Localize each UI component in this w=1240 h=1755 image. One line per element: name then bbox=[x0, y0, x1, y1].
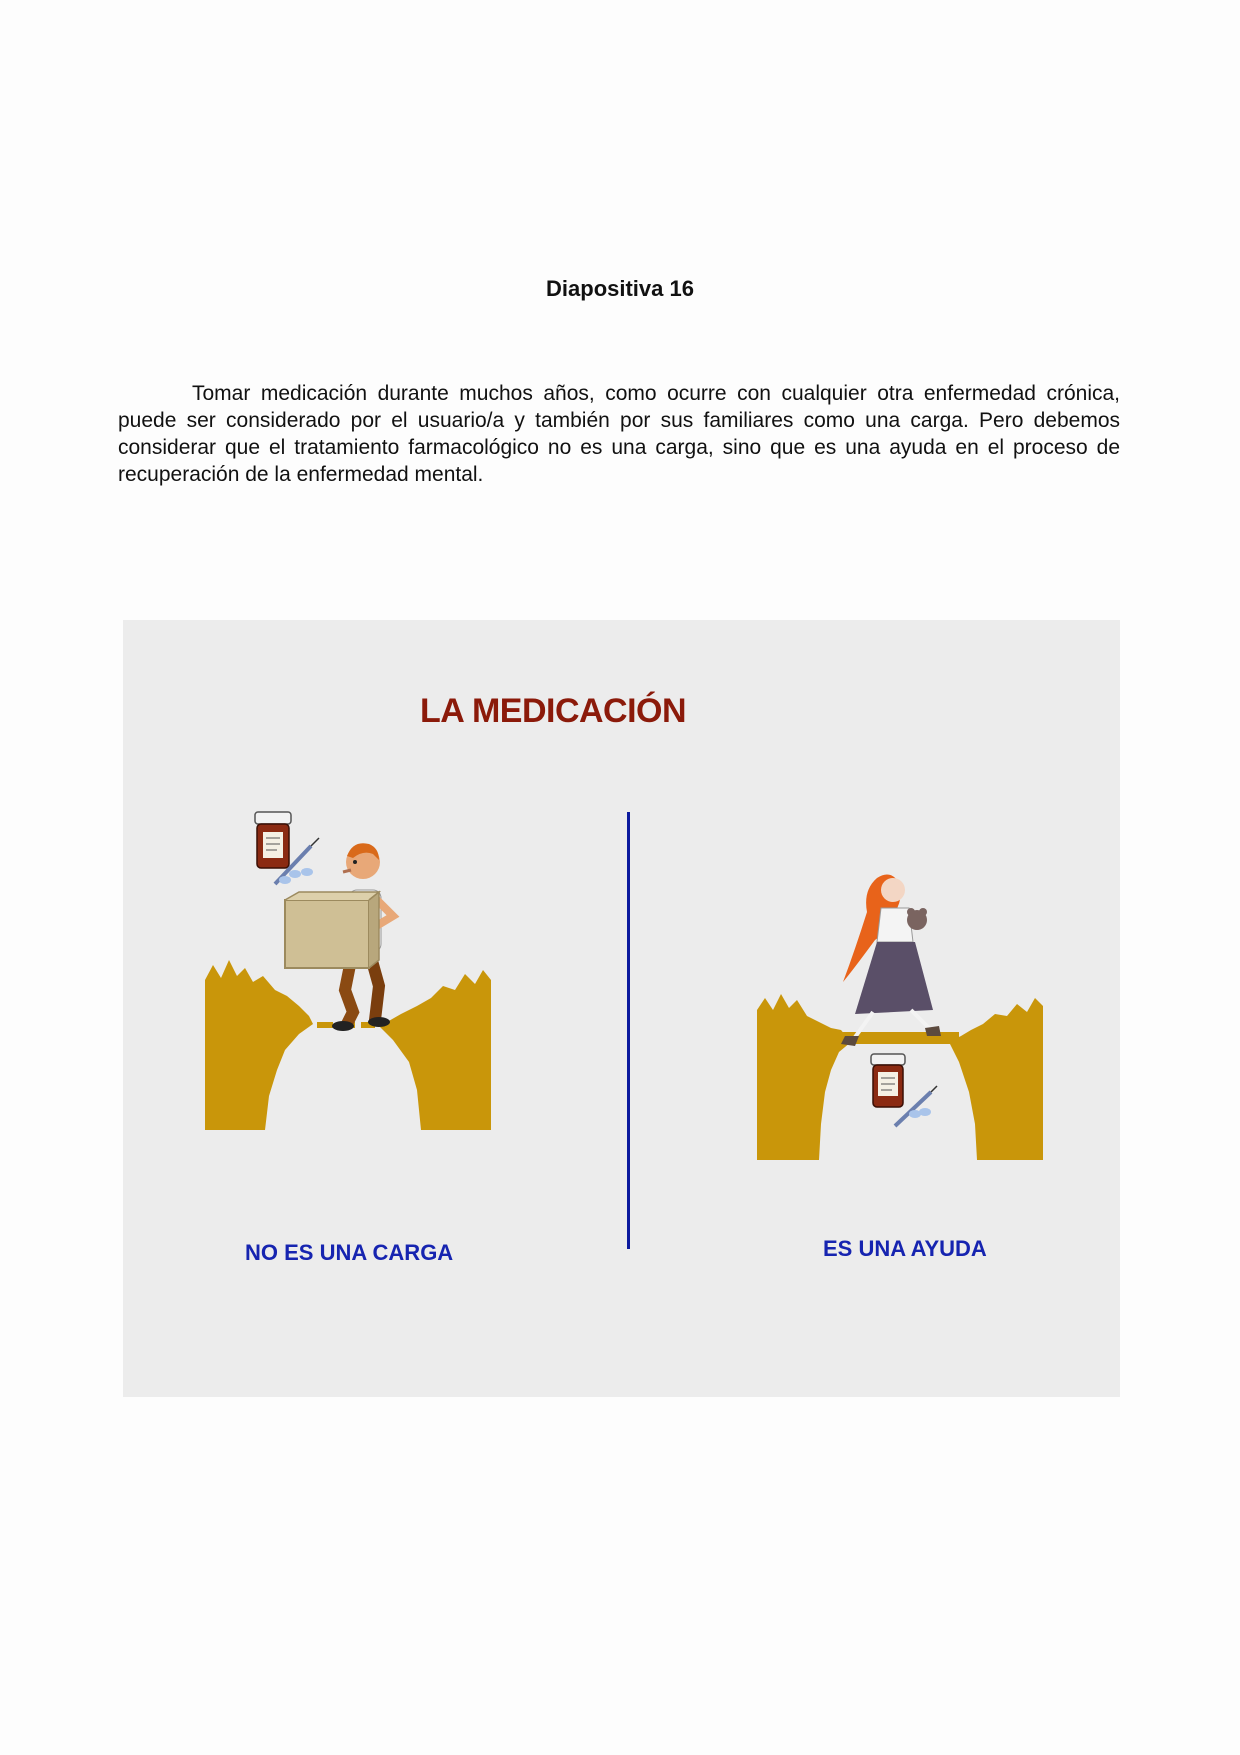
cliff-left-shape bbox=[757, 994, 851, 1160]
man-carrying-box-over-gap-icon bbox=[203, 800, 503, 1130]
woman-crossing-bridge-icon bbox=[755, 830, 1055, 1160]
left-caption: NO ES UNA CARGA bbox=[245, 1240, 454, 1265]
cliff-right-shape bbox=[379, 970, 491, 1130]
pill-bottle-icon bbox=[871, 1054, 905, 1107]
slide-title: LA MEDICACIÓN bbox=[419, 692, 687, 730]
pill-bottle-icon bbox=[255, 812, 291, 868]
cliff-right-shape bbox=[949, 998, 1043, 1160]
box-shape bbox=[285, 900, 369, 968]
right-caption: ES UNA AYUDA bbox=[823, 1236, 987, 1261]
gap-dash bbox=[317, 1022, 333, 1028]
vertical-divider bbox=[627, 812, 630, 1249]
slide-panel bbox=[123, 620, 1120, 1397]
intro-paragraph: Tomar medicación durante muchos años, como ocurre con cualquier otra enfermedad crónica, puede ser considerado por el usuario/a y también por sus familiares como una carga. Pero debemos considerar que el tratamiento farmacológico no es una carga, sino que es una ayuda en el proceso de recuperación de la enfermedad mental. bbox=[118, 382, 1120, 486]
cliff-left-shape bbox=[205, 960, 313, 1130]
page-heading: Diapositiva 16 bbox=[546, 276, 694, 301]
